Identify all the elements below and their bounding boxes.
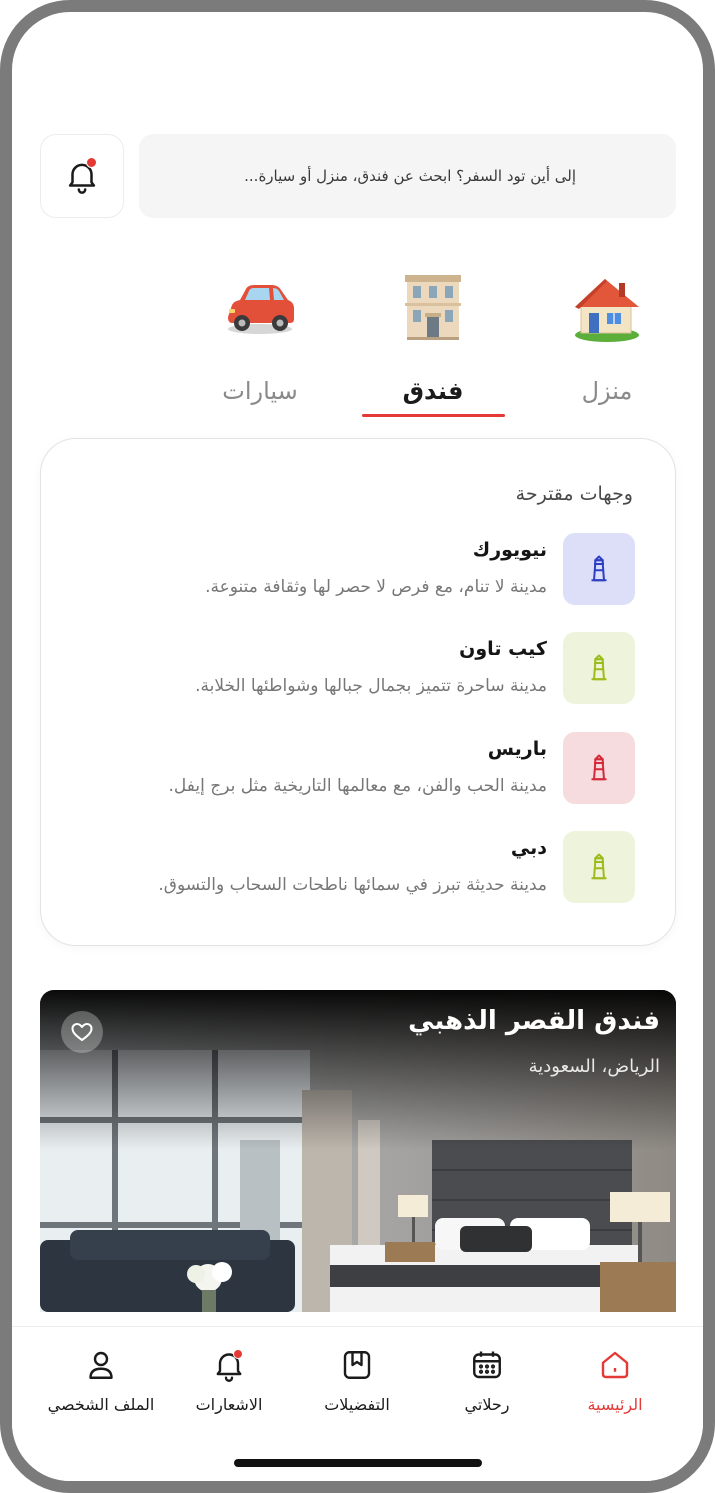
destination-item-paris[interactable] <box>75 732 635 804</box>
destination-icon-box <box>563 533 635 605</box>
nav-label: الاشعارات <box>195 1395 263 1414</box>
nav-profile[interactable] <box>41 1347 161 1427</box>
destination-icon-box <box>563 632 635 704</box>
nav-label: التفضيلات <box>324 1395 390 1414</box>
destination-description: مدينة حديثة تبرز في سمائها ناطحات السحاب والتسوق. <box>158 875 547 895</box>
bottom-navigation <box>12 1326 703 1481</box>
lighthouse-icon <box>584 653 614 683</box>
suggested-destinations-title: وجهات مقترحة <box>515 483 633 505</box>
search-input[interactable] <box>139 134 676 218</box>
nav-label: الرئيسية <box>587 1395 643 1414</box>
destination-item-dubai[interactable] <box>75 831 635 903</box>
app-screen <box>12 12 703 1481</box>
bookmark-icon <box>339 1347 375 1383</box>
active-tab-indicator <box>362 414 505 417</box>
nav-label: الملف الشخصي <box>47 1395 155 1414</box>
heart-icon <box>70 1020 94 1044</box>
tab-cars[interactable] <box>190 267 330 427</box>
destination-name: نيويورك <box>472 539 547 561</box>
favorite-button[interactable] <box>61 1011 103 1053</box>
lighthouse-icon <box>584 554 614 584</box>
hotel-building-icon <box>393 267 473 347</box>
lighthouse-icon <box>584 852 614 882</box>
nav-trips[interactable] <box>427 1347 547 1427</box>
destination-icon-box <box>563 831 635 903</box>
notification-badge <box>86 157 97 168</box>
hotel-card[interactable] <box>40 990 676 1312</box>
destination-name: باريس <box>487 738 547 760</box>
tab-label: منزل <box>581 377 633 405</box>
destination-item-capetown[interactable] <box>75 632 635 704</box>
destination-name: كيب تاون <box>459 638 547 660</box>
search-placeholder: إلى أين تود السفر؟ ابحث عن فندق، منزل أو سيارة... <box>244 167 576 185</box>
house-icon <box>567 267 647 347</box>
destination-description: مدينة الحب والفن، مع معالمها التاريخية مثل برج إيفل. <box>168 776 547 796</box>
notifications-button[interactable] <box>40 134 124 218</box>
destination-icon-box <box>563 732 635 804</box>
tab-home[interactable] <box>537 267 677 427</box>
destination-description: مدينة لا تنام، مع فرص لا حصر لها وثقافة متنوعة. <box>205 577 547 597</box>
destination-name: دبي <box>510 837 547 859</box>
tab-label: فندق <box>402 377 464 405</box>
tab-hotel[interactable] <box>363 267 503 427</box>
hotel-room-image <box>40 990 676 1312</box>
destination-item-newyork[interactable] <box>75 533 635 605</box>
car-icon <box>220 267 300 347</box>
home-icon <box>597 1347 633 1383</box>
nav-home[interactable] <box>555 1347 675 1427</box>
calendar-icon <box>469 1347 505 1383</box>
nav-label: رحلاتي <box>464 1395 510 1414</box>
destination-description: مدينة ساحرة تتميز بجمال جبالها وشواطئها الخلابة. <box>195 676 547 696</box>
nav-favorites[interactable] <box>297 1347 417 1427</box>
nav-bell-wrap <box>211 1347 247 1383</box>
lighthouse-icon <box>584 753 614 783</box>
tab-label: سيارات <box>222 377 298 405</box>
suggested-destinations-card <box>40 438 676 946</box>
home-indicator[interactable] <box>234 1459 482 1467</box>
hotel-name: فندق القصر الذهبي <box>408 1006 660 1036</box>
notification-badge <box>233 1349 243 1359</box>
hotel-location: الرياض، السعودية <box>528 1056 660 1077</box>
user-icon <box>83 1347 119 1383</box>
nav-notifications[interactable] <box>169 1347 289 1427</box>
